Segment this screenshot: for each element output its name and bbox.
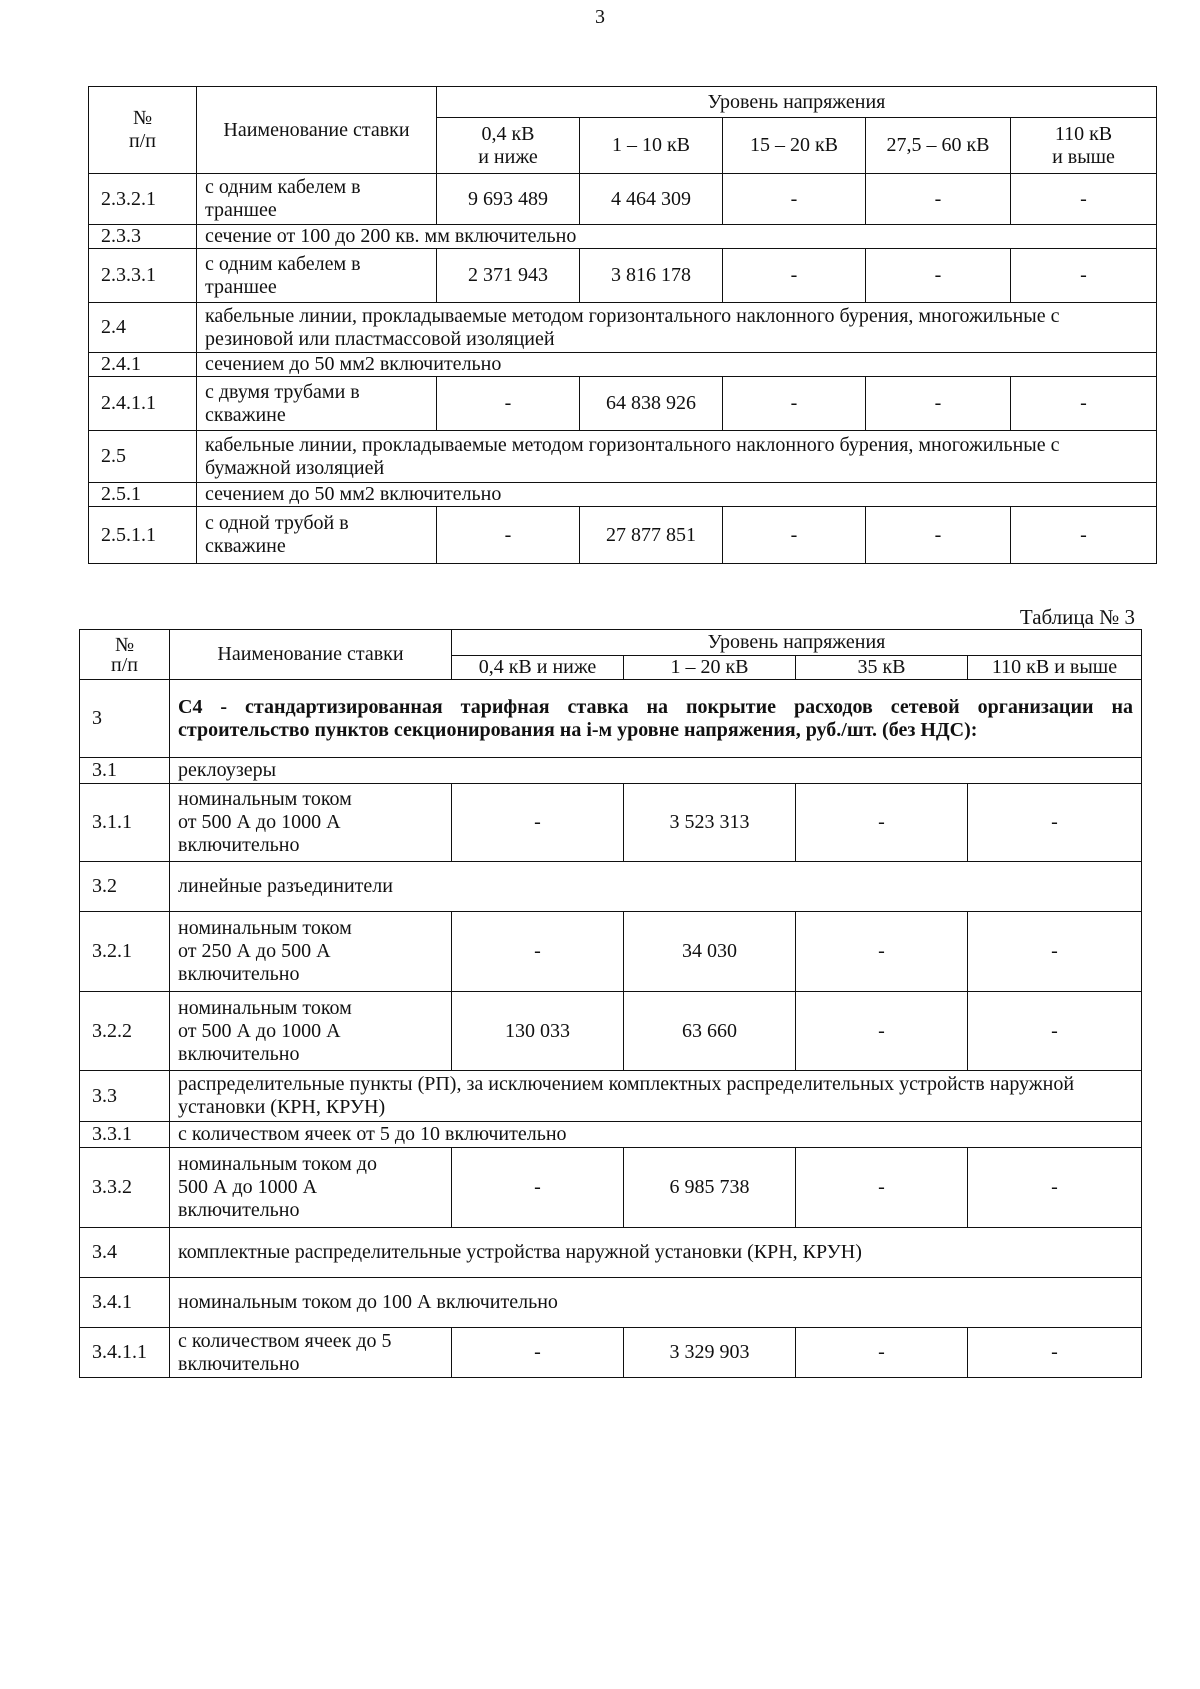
row-value: - xyxy=(866,249,1011,303)
row-value: - xyxy=(796,992,968,1071)
header-level: 110 кВ и выше xyxy=(1011,118,1157,174)
row-value: - xyxy=(968,784,1142,862)
table-row xyxy=(89,377,1157,431)
row-value: - xyxy=(452,912,624,992)
row-value: 6 985 738 xyxy=(624,1148,796,1228)
header-level: 0,4 кВ и ниже xyxy=(452,656,624,680)
row-number: 3.1.1 xyxy=(80,784,170,862)
row-name: с одной трубой в скважине xyxy=(197,507,437,564)
row-number: 2.3.3 xyxy=(89,225,197,249)
table-row xyxy=(89,507,1157,564)
row-number: 3.2.2 xyxy=(80,992,170,1071)
table-row xyxy=(89,174,1157,225)
header-level: 0,4 кВ и ниже xyxy=(437,118,580,174)
row-value: 3 816 178 xyxy=(580,249,723,303)
row-name: сечением до 50 мм2 включительно xyxy=(197,483,1157,507)
page-number: 3 xyxy=(595,6,605,28)
row-number: 3.3.2 xyxy=(80,1148,170,1228)
row-value: - xyxy=(723,507,866,564)
header-level: 1 – 20 кВ xyxy=(624,656,796,680)
row-value: 9 693 489 xyxy=(437,174,580,225)
row-value: 27 877 851 xyxy=(580,507,723,564)
row-value: - xyxy=(968,1328,1142,1378)
tariff-table-2 xyxy=(88,86,1157,564)
row-number: 3.3 xyxy=(80,1071,170,1122)
header-level-title: Уровень напряжения xyxy=(437,87,1157,118)
row-value: 63 660 xyxy=(624,992,796,1071)
row-name: распределительные пункты (РП), за исключением комплектных распределительных устройств наружной установки (КРН, КРУН) xyxy=(170,1071,1142,1122)
table-row xyxy=(80,1071,1142,1122)
row-value: 34 030 xyxy=(624,912,796,992)
row-value: - xyxy=(723,174,866,225)
row-name: кабельные линии, прокладываемые методом горизонтального наклонного бурения, многожильные с резиновой или пластмассовой изоляцией xyxy=(197,303,1157,353)
row-value: - xyxy=(1011,174,1157,225)
row-name: сечение от 100 до 200 кв. мм включительно xyxy=(197,225,1157,249)
row-name: комплектные распределительные устройства наружной установки (КРН, КРУН) xyxy=(170,1228,1142,1278)
row-number: 3.2 xyxy=(80,862,170,912)
row-number: 3 xyxy=(80,680,170,758)
header-name: Наименование ставки xyxy=(170,630,452,680)
header-num: № п/п xyxy=(89,87,197,174)
row-value: - xyxy=(723,377,866,431)
header-level: 1 – 10 кВ xyxy=(580,118,723,174)
row-number: 2.4 xyxy=(89,303,197,353)
row-name: сечением до 50 мм2 включительно xyxy=(197,353,1157,377)
header-num: № п/п xyxy=(80,630,170,680)
table-row xyxy=(80,1278,1142,1328)
row-value: 3 329 903 xyxy=(624,1328,796,1378)
row-value: - xyxy=(1011,507,1157,564)
table-caption: Таблица № 3 xyxy=(1019,605,1135,629)
row-value: 2 371 943 xyxy=(437,249,580,303)
row-name: номинальным током от 500 А до 1000 А включительно xyxy=(170,992,452,1071)
header-level: 27,5 – 60 кВ xyxy=(866,118,1011,174)
row-number: 3.4.1 xyxy=(80,1278,170,1328)
table-row xyxy=(80,758,1142,784)
row-name: кабельные линии, прокладываемые методом горизонтального наклонного бурения, многожильные с бумажной изоляцией xyxy=(197,431,1157,483)
row-name: номинальным током от 250 А до 500 А включительно xyxy=(170,912,452,992)
header-level: 110 кВ и выше xyxy=(968,656,1142,680)
row-number: 2.5 xyxy=(89,431,197,483)
row-value: 64 838 926 xyxy=(580,377,723,431)
row-value: 4 464 309 xyxy=(580,174,723,225)
row-value: - xyxy=(437,377,580,431)
row-name: С4 - стандартизированная тарифная ставка на покрытие расходов сетевой организации на строительство пунктов секционирования на i-м уровне напряжения, руб./шт. (без НДС): xyxy=(170,680,1142,758)
header-name: Наименование ставки xyxy=(197,87,437,174)
table-row xyxy=(80,1148,1142,1228)
header-level: 15 – 20 кВ xyxy=(723,118,866,174)
table-row xyxy=(80,1122,1142,1148)
row-value: 3 523 313 xyxy=(624,784,796,862)
row-number: 3.4.1.1 xyxy=(80,1328,170,1378)
row-number: 2.3.3.1 xyxy=(89,249,197,303)
row-name: номинальным током от 500 А до 1000 А включительно xyxy=(170,784,452,862)
row-value: - xyxy=(1011,377,1157,431)
row-value: - xyxy=(723,249,866,303)
row-number: 2.5.1.1 xyxy=(89,507,197,564)
row-value: - xyxy=(452,1148,624,1228)
row-value: - xyxy=(796,912,968,992)
row-name: с количеством ячеек до 5 включительно xyxy=(170,1328,452,1378)
row-number: 2.3.2.1 xyxy=(89,174,197,225)
table-row xyxy=(80,784,1142,862)
table-row xyxy=(80,992,1142,1071)
row-number: 2.5.1 xyxy=(89,483,197,507)
row-value: - xyxy=(866,174,1011,225)
row-name: с количеством ячеек от 5 до 10 включительно xyxy=(170,1122,1142,1148)
row-name: реклоузеры xyxy=(170,758,1142,784)
row-value: - xyxy=(866,377,1011,431)
row-value: - xyxy=(796,1328,968,1378)
row-number: 3.2.1 xyxy=(80,912,170,992)
table-row xyxy=(89,483,1157,507)
row-number: 3.4 xyxy=(80,1228,170,1278)
table-row xyxy=(80,912,1142,992)
table-row xyxy=(80,680,1142,758)
table-row xyxy=(89,353,1157,377)
row-value: - xyxy=(437,507,580,564)
row-value: - xyxy=(1011,249,1157,303)
row-value: - xyxy=(796,1148,968,1228)
table-row xyxy=(80,1228,1142,1278)
row-number: 2.4.1 xyxy=(89,353,197,377)
row-number: 2.4.1.1 xyxy=(89,377,197,431)
row-value: - xyxy=(796,784,968,862)
table-row xyxy=(80,862,1142,912)
row-value: - xyxy=(968,992,1142,1071)
row-value: - xyxy=(452,1328,624,1378)
row-name: с одним кабелем в траншее xyxy=(197,174,437,225)
row-value: - xyxy=(866,507,1011,564)
row-name: линейные разъединители xyxy=(170,862,1142,912)
table-row xyxy=(80,1328,1142,1378)
table-row xyxy=(89,303,1157,353)
row-name: номинальным током до 500 А до 1000 А включительно xyxy=(170,1148,452,1228)
row-value: - xyxy=(452,784,624,862)
row-name: с одним кабелем в траншее xyxy=(197,249,437,303)
header-level: 35 кВ xyxy=(796,656,968,680)
table-row xyxy=(89,431,1157,483)
tariff-table-3 xyxy=(79,629,1142,1378)
row-name: с двумя трубами в скважине xyxy=(197,377,437,431)
row-value: - xyxy=(968,912,1142,992)
row-value: - xyxy=(968,1148,1142,1228)
row-number: 3.3.1 xyxy=(80,1122,170,1148)
table-row xyxy=(89,225,1157,249)
table-row xyxy=(89,249,1157,303)
header-level-title: Уровень напряжения xyxy=(452,630,1142,656)
row-number: 3.1 xyxy=(80,758,170,784)
row-name: номинальным током до 100 А включительно xyxy=(170,1278,1142,1328)
row-value: 130 033 xyxy=(452,992,624,1071)
